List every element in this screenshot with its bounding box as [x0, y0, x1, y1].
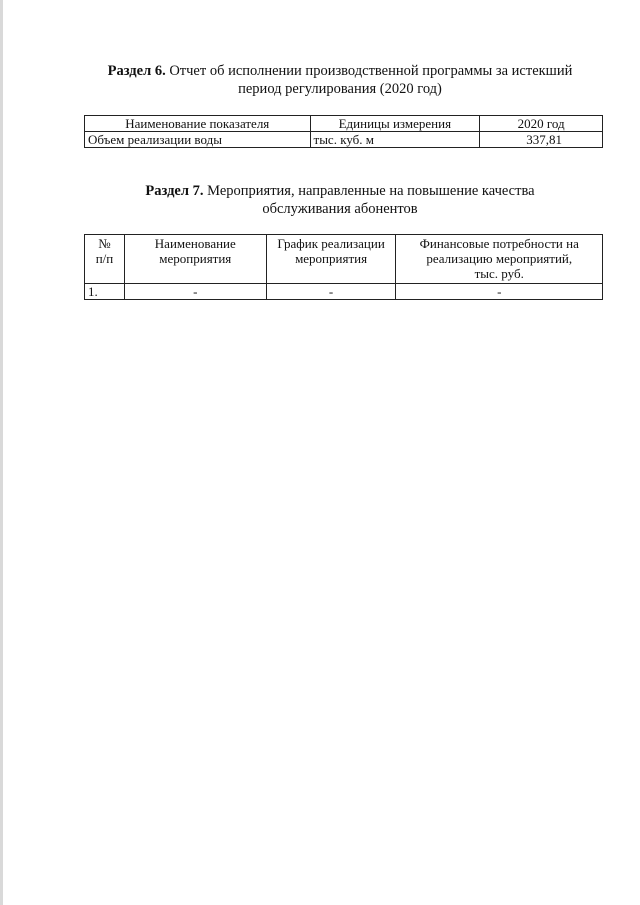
cell-measure-name: - [124, 284, 266, 300]
header-indicator-name: Наименование показателя [85, 116, 311, 132]
section-7-heading [80, 182, 600, 218]
table-row [85, 132, 603, 148]
header-number [85, 235, 125, 284]
measures-table [84, 234, 603, 300]
section-6-label: Раздел 6. [107, 63, 166, 79]
table-row [85, 284, 603, 300]
section-6-title-line2: период регулирования (2020 год) [238, 81, 442, 97]
header-measure-name-line2: мероприятия [159, 251, 232, 266]
header-measure-name [124, 235, 266, 284]
scan-edge [0, 0, 3, 905]
section-7-title-line1: Мероприятия, направленные на повышение качества [207, 183, 535, 199]
header-measure-name-line1: Наименование [154, 236, 236, 251]
header-schedule [266, 235, 396, 284]
cell-value: 337,81 [480, 132, 603, 148]
header-schedule-line2: мероприятия [295, 251, 368, 266]
header-finance-line3: тыс. руб. [474, 266, 524, 281]
cell-unit: тыс. куб. м [310, 132, 480, 148]
cell-indicator-name: Объем реализации воды [85, 132, 311, 148]
production-report-table [84, 115, 603, 148]
cell-schedule: - [266, 284, 396, 300]
header-number-line1: № [98, 236, 111, 251]
header-year: 2020 год [480, 116, 603, 132]
section-7-label: Раздел 7. [145, 183, 204, 199]
cell-number: 1. [85, 284, 125, 300]
header-finance [396, 235, 603, 284]
section-6-title-line1: Отчет об исполнении производственной программы за истекший [169, 63, 573, 79]
header-finance-line1: Финансовые потребности на [419, 236, 579, 251]
table-header-row [85, 235, 603, 284]
section-6-heading [80, 62, 600, 98]
cell-finance: - [396, 284, 603, 300]
header-finance-line2: реализацию мероприятий, [426, 251, 573, 266]
header-unit: Единицы измерения [310, 116, 480, 132]
section-7-title-line2: обслуживания абонентов [262, 201, 418, 217]
table-header-row [85, 116, 603, 132]
header-schedule-line1: График реализации [277, 236, 385, 251]
header-number-line2: п/п [95, 251, 114, 266]
